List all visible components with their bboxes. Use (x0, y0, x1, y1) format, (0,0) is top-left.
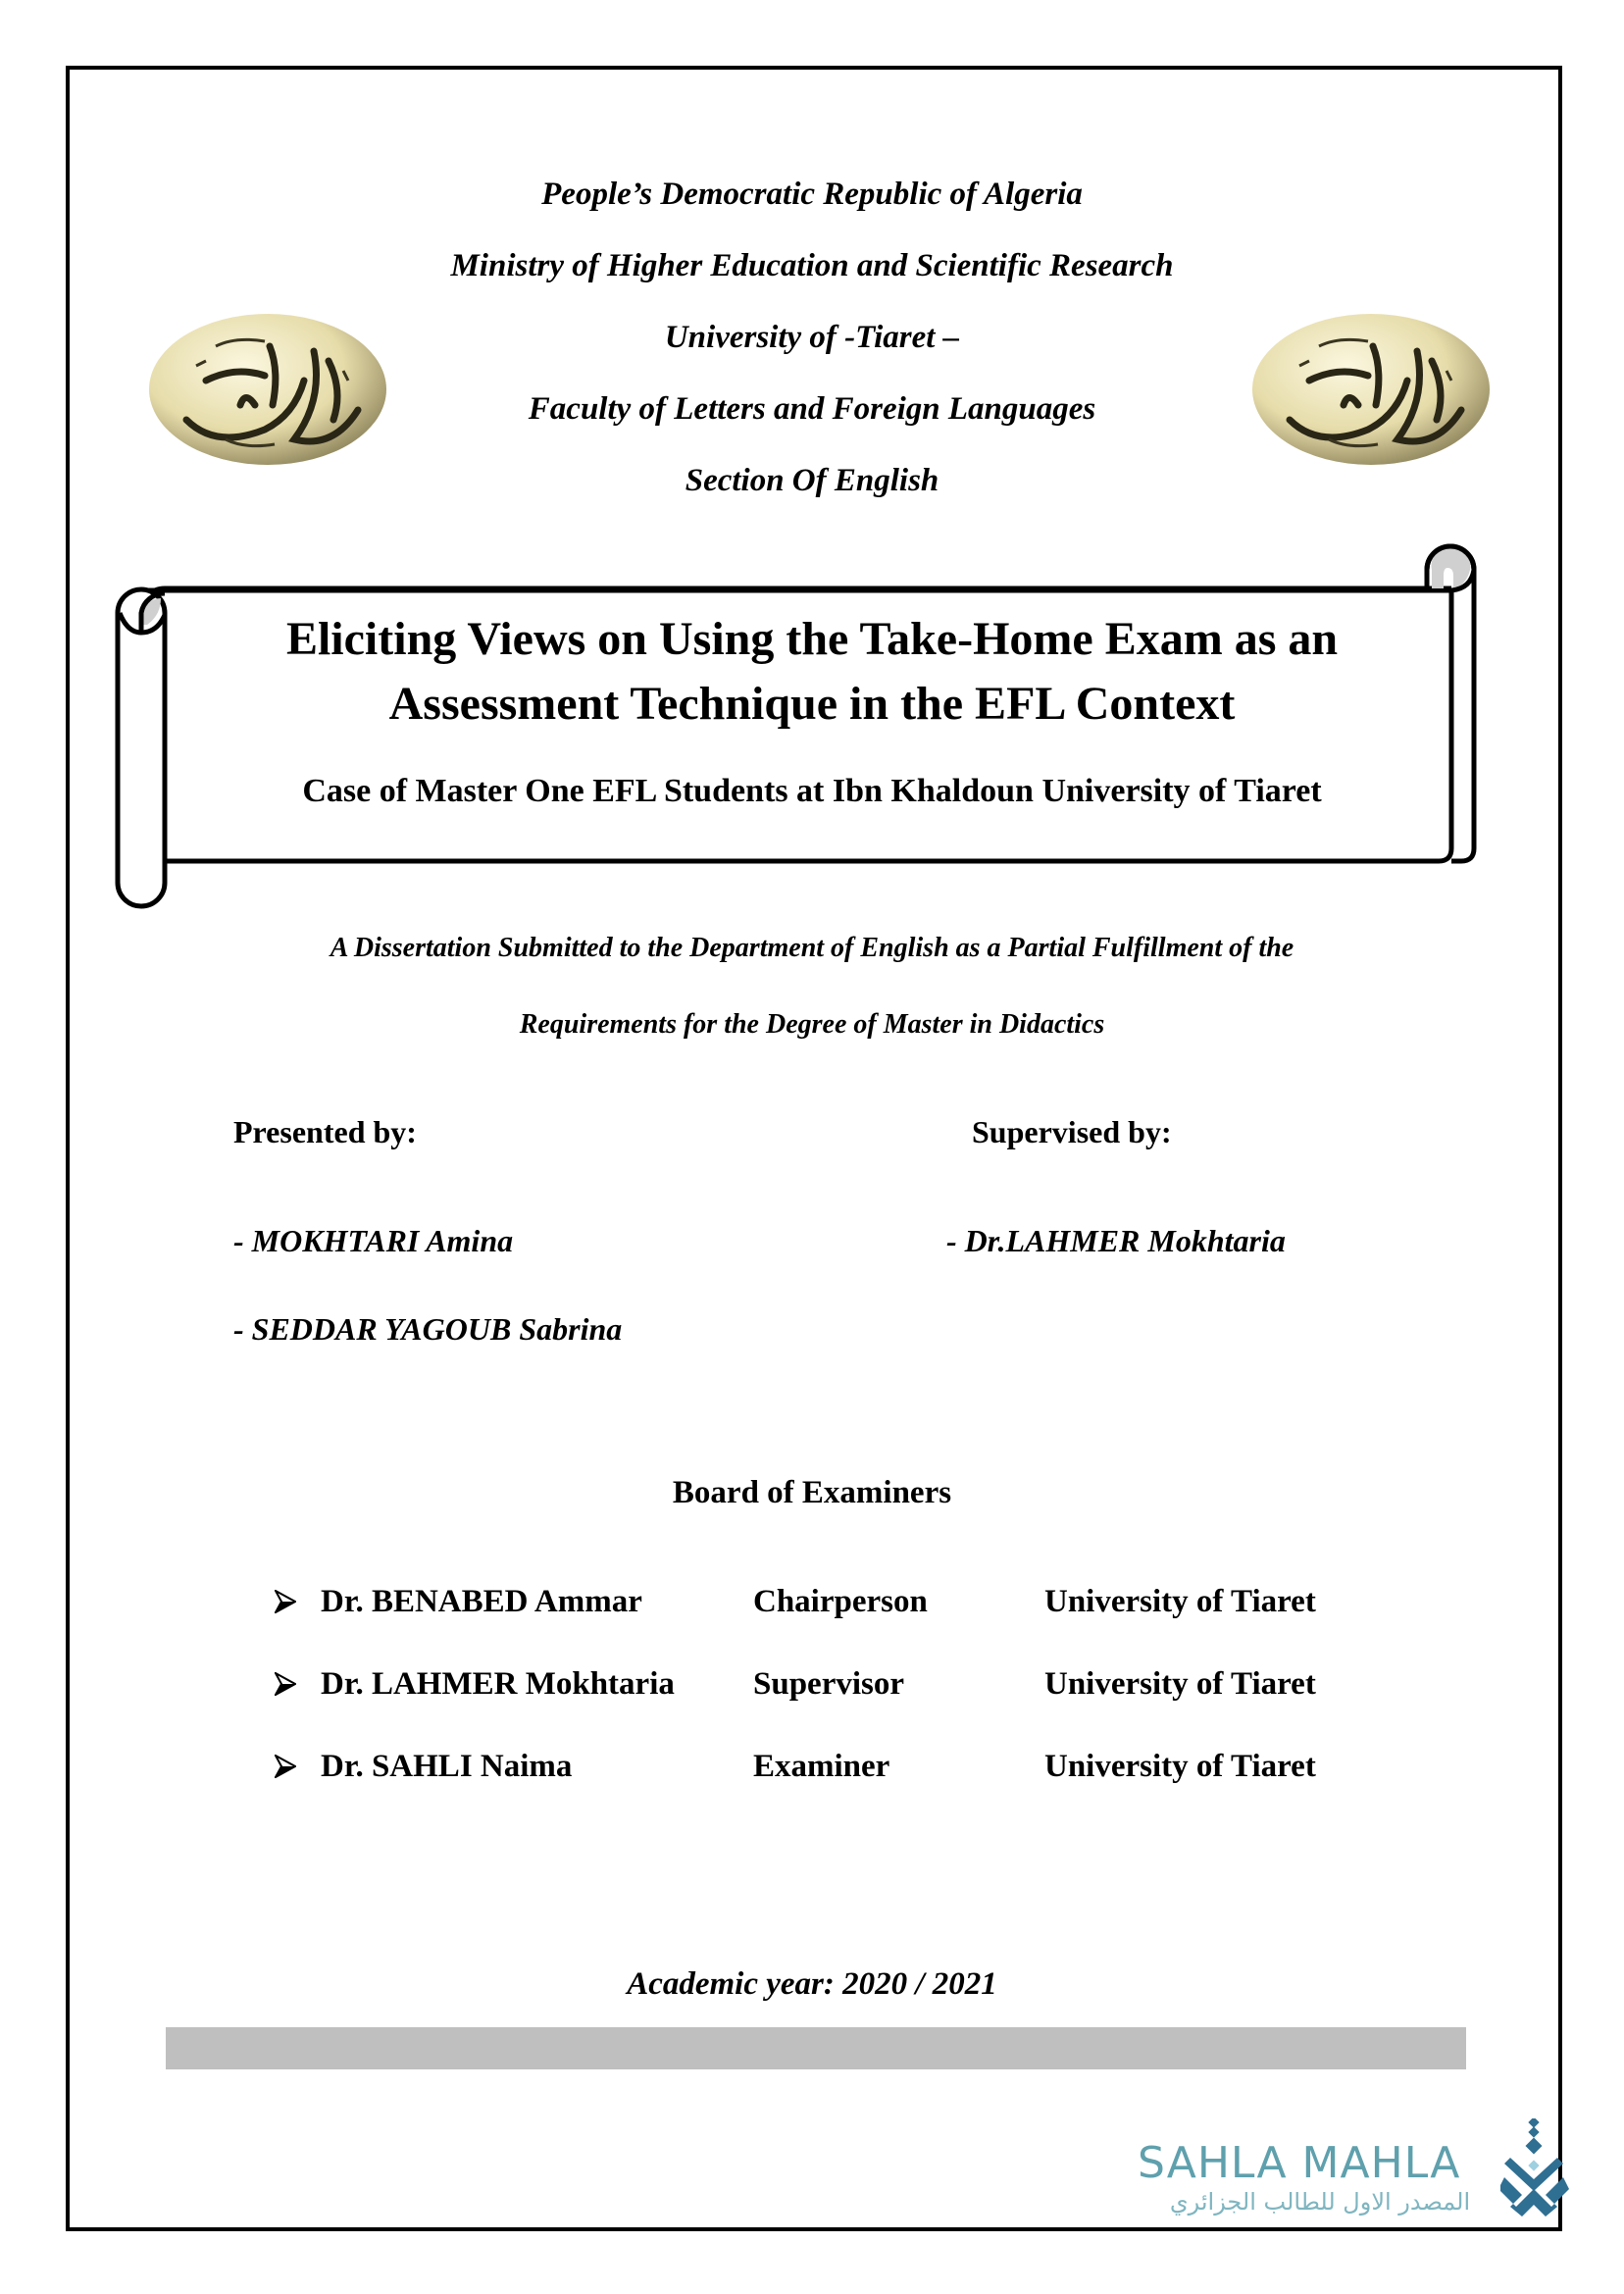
examiner-name: Dr. BENABED Ammar (321, 1584, 642, 1619)
examiner-role: Chairperson (753, 1584, 928, 1619)
student-name-1: - MOKHTARI Amina (233, 1223, 514, 1258)
supervised-by-label: Supervised by: (972, 1114, 1172, 1149)
examiner-role: Supervisor (753, 1666, 905, 1702)
faculty-line: Faculty of Letters and Foreign Languages (528, 391, 1096, 427)
country-line: People’s Democratic Republic of Algeria (541, 177, 1083, 212)
ministry-line: Ministry of Higher Education and Scientific Research (450, 248, 1174, 283)
examiner-institution: University of Tiaret (1044, 1584, 1316, 1619)
presented-by-label: Presented by: (233, 1114, 417, 1149)
arrow-bullet-icon (275, 1672, 296, 1696)
sahla-mahla-tagline: المصدر الاول للطالب الجزائري (1169, 2188, 1471, 2216)
examiner-institution: University of Tiaret (1044, 1749, 1316, 1784)
sahla-mahla-brand: SAHLA MAHLA (1138, 2138, 1461, 2188)
section-line: Section Of English (685, 463, 939, 498)
examiner-name: Dr. SAHLI Naima (321, 1749, 573, 1784)
dissertation-line2: Requirements for the Degree of Master in Didactics (519, 1009, 1105, 1040)
supervisor-name: - Dr.LAHMER Mokhtaria (946, 1223, 1286, 1258)
board-of-examiners-title: Board of Examiners (672, 1475, 952, 1510)
thesis-title-line2: Assessment Technique in the EFL Context (388, 678, 1236, 730)
arrow-bullet-icon (275, 1755, 296, 1778)
academic-year: Academic year: 2020 / 2021 (627, 1966, 997, 2002)
dissertation-line1: A Dissertation Submitted to the Department of English as a Partial Fulfillment of the (330, 933, 1294, 963)
university-logo-left (147, 312, 388, 467)
university-logo-right (1250, 312, 1492, 467)
footer-gray-bar (166, 2027, 1466, 2069)
student-name-2: - SEDDAR YAGOUB Sabrina (233, 1311, 623, 1347)
examiner-name: Dr. LAHMER Mokhtaria (321, 1666, 675, 1702)
arrow-bullet-icon (275, 1590, 296, 1613)
sahla-mahla-logo-icon (1500, 2118, 1574, 2217)
examiner-role: Examiner (753, 1749, 890, 1784)
examiner-institution: University of Tiaret (1044, 1666, 1316, 1702)
thesis-title-line1: Eliciting Views on Using the Take-Home Exam as an (285, 613, 1339, 665)
thesis-subtitle: Case of Master One EFL Students at Ibn Khaldoun University of Tiaret (302, 773, 1322, 809)
university-line: University of -Tiaret – (664, 320, 960, 355)
